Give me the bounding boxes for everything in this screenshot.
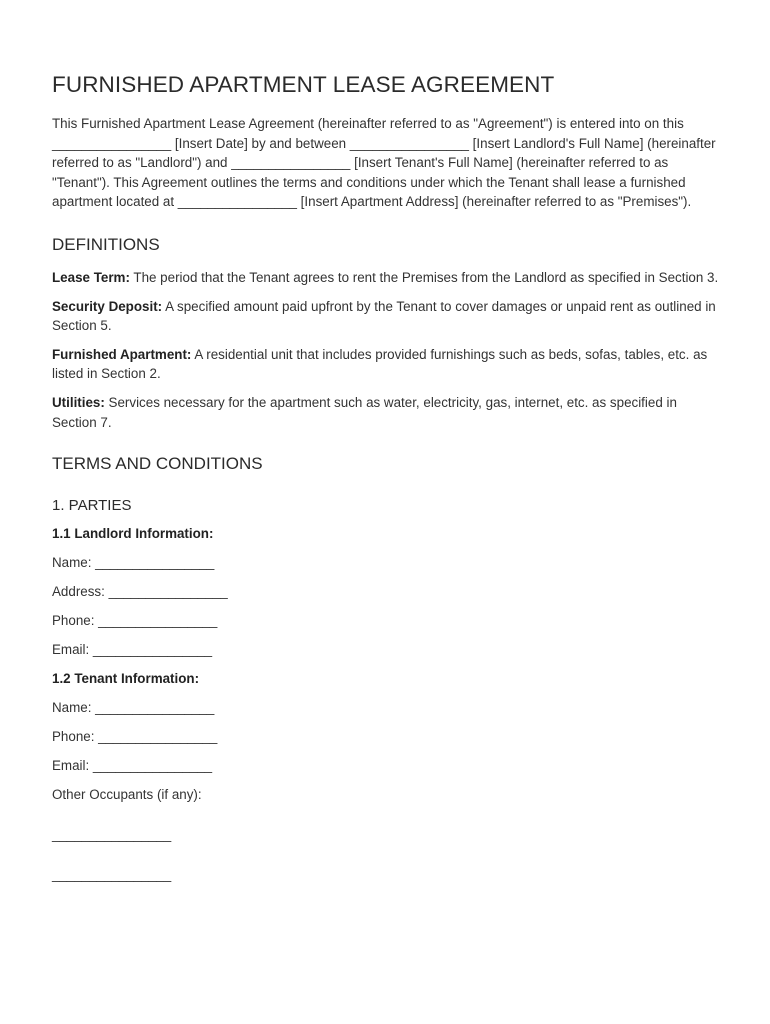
definition-lease-term	[52, 268, 722, 288]
definition-text: A residential unit that includes provided furnishings such as beds, sofas, tables, etc. as listed in Section 2.	[52, 346, 708, 382]
definition-term: Utilities:	[52, 394, 105, 410]
intro-paragraph: This Furnished Apartment Lease Agreement (hereinafter referred to as "Agreement") is entered into on this ________________ [Insert Date] by and between ________________ [Insert Landlord's Full Name] (hereinafter referred to as "Landlord") and ________________ [Insert Tenant's Full Name] (hereinafter referred to as "Tenant"). This Agreement outlines the terms and conditions under which the Tenant shall lease a furnished apartment located at ________________ [Insert Apartment Address] (hereinafter referred to as "Premises").	[52, 116, 716, 210]
tenant-phone-field: Phone: ________________	[52, 729, 218, 745]
tenant-email-field: Email: ________________	[52, 758, 213, 774]
landlord-phone-field: Phone: ________________	[52, 613, 218, 629]
occupant-line: ________________	[52, 827, 172, 843]
definition-term: Furnished Apartment:	[52, 346, 192, 362]
parties-heading: 1. PARTIES	[52, 497, 132, 515]
terms-heading: TERMS AND CONDITIONS	[52, 454, 263, 474]
definition-security-deposit	[52, 297, 722, 336]
landlord-name-field: Name: ________________	[52, 555, 215, 571]
landlord-info-heading: 1.1 Landlord Information:	[52, 526, 214, 542]
definition-furnished-apartment	[52, 345, 722, 384]
definition-utilities	[52, 393, 722, 432]
document-title: FURNISHED APARTMENT LEASE AGREEMENT	[52, 72, 555, 97]
other-occupants-label: Other Occupants (if any):	[52, 787, 202, 803]
document-page	[52, 70, 722, 894]
landlord-address-field: Address: ________________	[52, 584, 228, 600]
definition-term: Security Deposit:	[52, 298, 163, 314]
tenant-name-field: Name: ________________	[52, 700, 215, 716]
definition-text: The period that the Tenant agrees to rent the Premises from the Landlord as specified in Section 3.	[129, 269, 719, 285]
definition-text: A specified amount paid upfront by the Tenant to cover damages or unpaid rent as outlined in Section 5.	[52, 298, 716, 334]
occupant-line: ________________	[52, 867, 172, 883]
tenant-info-heading: 1.2 Tenant Information:	[52, 671, 200, 687]
definition-text: Services necessary for the apartment such as water, electricity, gas, internet, etc. as specified in Section 7.	[52, 394, 677, 430]
definition-term: Lease Term:	[52, 269, 130, 285]
landlord-email-field: Email: ________________	[52, 642, 213, 658]
definitions-heading: DEFINITIONS	[52, 234, 160, 254]
